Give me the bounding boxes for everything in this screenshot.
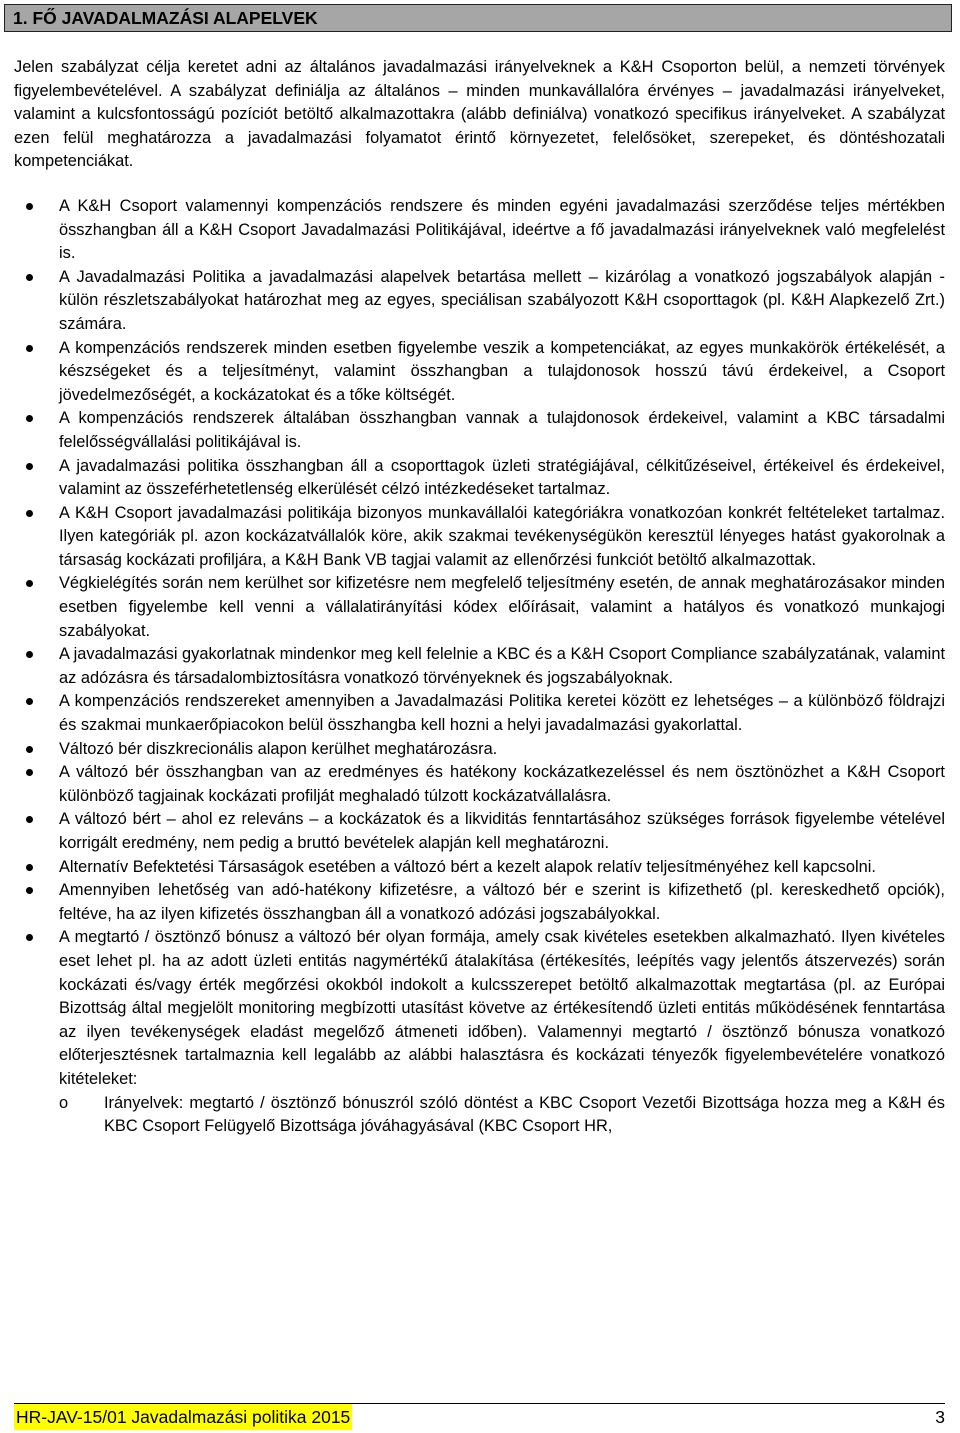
list-item: Alternatív Befektetési Társaságok esetében a változó bért a kezelt alapok relatív teljesítményéhez kell kapcsolni. <box>14 856 945 880</box>
list-item: A kompenzációs rendszereket amennyiben a Javadalmazási Politika keretei között ez lehetséges – a különböző földrajzi és szakmai munkaerőpiacokon belül összhangba kell hozni a helyi javadalmazási gyakorlattal. <box>14 690 945 737</box>
principles-list <box>14 195 945 1139</box>
list-item: A kompenzációs rendszerek általában összhangban vannak a tulajdonosok érdekeivel, valamint a KBC társadalmi felelősségvállalási politikájával is. <box>14 407 945 454</box>
list-item: A kompenzációs rendszerek minden esetben figyelembe veszik a kompetenciákat, az egyes munkakörök értékelését, a készségeket és a teljesítményt, valamint összhangban a tulajdonosok hosszú távú érdekeivel, a Csoport jövedelmezőségét, a kockázatokat és a tőke költségét. <box>14 337 945 408</box>
document-body <box>14 56 945 1139</box>
page-number: 3 <box>935 1407 945 1427</box>
intro-paragraph: Jelen szabályzat célja keretet adni az általános javadalmazási irányelveknek a K&H Csoporton belül, a nemzeti törvények figyelembevételével. A szabályzat definiálja az általános – minden munkavállalóra érvényes – javadalmazási irányelveket, valamint a kulcsfontosságú pozíciót betöltő alkalmazottakra (alább definiálva) vonatkozó specifikus irányelveket. A szabályzat ezen felül meghatározza a javadalmazási folyamatot érintő környezetet, felelősöket, szerepeket, és döntéshozatali kompetenciákat. <box>14 58 945 171</box>
list-item: A változó bért – ahol ez releváns – a kockázatok és a likviditás fenntartásához szükséges források figyelembe vételével korrigált eredmény, nem pedig a bruttó bevételek alapján kell meghatározni. <box>14 808 945 855</box>
list-item: Amennyiben lehetőség van adó-hatékony kifizetésre, a változó bér e szerint is kifizethető (pl. kereskedhető opciók), feltéve, ha az ilyen kifizetés összhangban áll a vonatkozó adózási jogszabályokkal. <box>14 879 945 926</box>
sub-list-item: o Irányelvek: megtartó / ösztönző bónuszról szóló döntést a KBC Csoport Vezetői Bizottsága hozza meg a K&H és KBC Csoport Felügyelő Bizottsága jóváhagyásával (KBC Csoport HR, <box>59 1092 945 1139</box>
list-item: A K&H Csoport valamennyi kompenzációs rendszere és minden egyéni javadalmazási szerződése teljes mértékben összhangban áll a K&H Csoport Javadalmazási Politikájával, ideértve a fő javadalmazási irányelveknek való megfelelést is. <box>14 195 945 266</box>
section-heading: 1. FŐ JAVADALMAZÁSI ALAPELVEK <box>4 4 952 32</box>
document-id: HR-JAV-15/01 Javadalmazási politika 2015 <box>14 1404 352 1430</box>
list-item: A javadalmazási politika összhangban áll a csoporttagok üzleti stratégiájával, célkitűzéseivel, értékeivel és érdekeivel, valamint az összeférhetetlenség elkerülését célzó intézkedéseket tartalmaz. <box>14 455 945 502</box>
list-item <box>14 926 945 1138</box>
list-item: A Javadalmazási Politika a javadalmazási alapelvek betartása mellett – kizárólag a vonatkozó jogszabályok alapján - külön részletszabályokat határozhat meg az egyes, speciálisan szabályozott K&H csoporttagok (pl. K&H Alapkezelő Zrt.) számára. <box>14 266 945 337</box>
page-footer <box>14 1403 945 1430</box>
list-item: Végkielégítés során nem kerülhet sor kifizetésre nem megfelelő teljesítmény esetén, de annak meghatározásakor minden esetben figyelembe kell venni a vállalatirányítási kódex előírásait, valamint a hatályos és vonatkozó munkajogi szabályokat. <box>14 572 945 643</box>
list-item: A javadalmazási gyakorlatnak mindenkor meg kell felelnie a KBC és a K&H Csoport Compliance szabályzatának, valamint az adózásra és társadalombiztosításra vonatkozó törvényeknek és jogszabályoknak. <box>14 643 945 690</box>
sub-list <box>59 1092 945 1139</box>
list-item-text: A megtartó / ösztönző bónusz a változó bér olyan formája, amely csak kivételes esetekben alkalmazható. Ilyen kivételes eset lehet pl. ha az adott üzleti entitás nagymértékű átalakítása (értékesítés, leépítés vagy jelentős átszervezés) során kockázati és/vagy érték megőrzési okokból indokolt a kulcsszerepet betöltő alkalmazottak megtartása (pl. az Európai Bizottság által megjelölt monitoring megbízotti utasítást követve az értékesítendő üzleti entitás működésének fenntartása az ilyen tevékenységek eladást megelőző átmeneti időben). Valamennyi megtartó / ösztönző bónusza vonatkozó előterjesztésnek tartalmaznia kell legalább az alábbi halasztásra és kockázati tényezők figyelembevételére vonatkozó kitételeket: <box>59 928 945 1088</box>
list-item: A K&H Csoport javadalmazási politikája bizonyos munkavállalói kategóriákra vonatkozóan konkrét feltételeket tartalmaz. Ilyen kategóriák pl. azon kockázatvállalók köre, akik szakmai tevékenységükön keresztül lényeges hatást gyakorolnak a társaság kockázati profiljára, a K&H Bank VB tagjai valamit az ellenőrzési funkciót betöltő alkalmazottak. <box>14 502 945 573</box>
list-item: A változó bér összhangban van az eredményes és hatékony kockázatkezeléssel és nem ösztönözhet a K&H Csoport különböző tagjainak kockázati profilját meghaladó túlzott kockázatvállalásra. <box>14 761 945 808</box>
list-item: Változó bér diszkrecionális alapon kerülhet meghatározásra. <box>14 738 945 762</box>
